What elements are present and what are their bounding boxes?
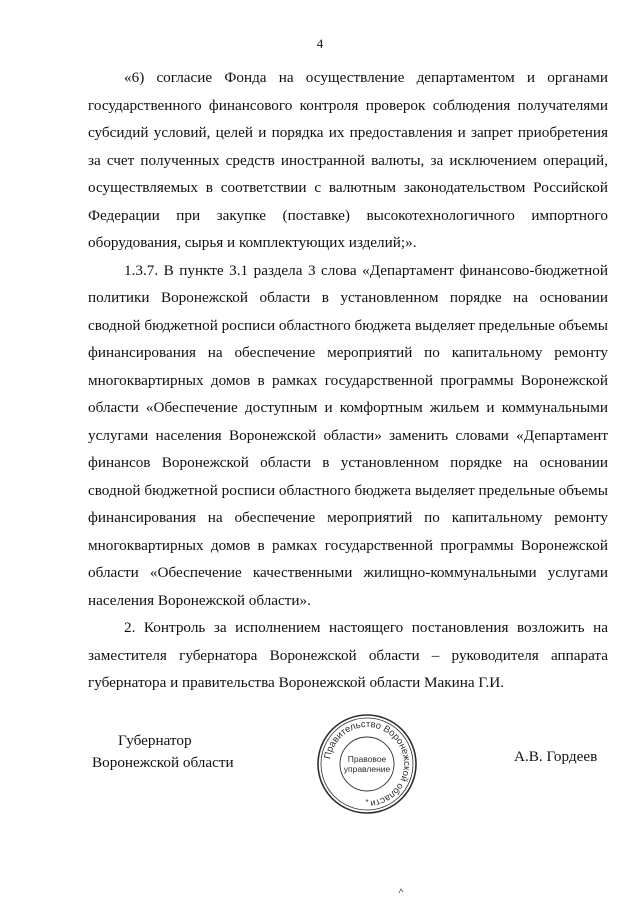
official-seal-stamp	[315, 712, 419, 816]
paragraph-item-6: «6) согласие Фонда на осуществление департаментом и органами государственного финансового контроля проверок соблюдения получателями субсидий условий, целей и порядка их предоставления и запрет приобретения за счет полученных средств иностранной валюты, за исключением операций, осуществляемых в соответствии с валютным законодательством Российской Федерации при закупке (поставке) высокотехнологичного импортного оборудования, сырья и комплектующих изделий;».	[88, 69, 608, 251]
signatory-title: Губернатор	[118, 732, 192, 749]
paragraph-2-control: 2. Контроль за исполнением настоящего постановления возложить на заместителя губернатора Воронежской области – руководителя аппарата губернатора и правительства Воронежской области Макина Г.И.	[88, 619, 608, 691]
seal-ring-text: Правительство Воронежской области	[322, 718, 413, 809]
seal-center-line2: управление	[343, 764, 391, 774]
signatory-position	[92, 730, 234, 774]
seal-center-line1: Правовое	[347, 754, 387, 764]
document-body	[88, 64, 608, 697]
stray-mark	[398, 888, 404, 894]
page-number: 4	[316, 36, 324, 51]
signatory-region: Воронежской области	[92, 754, 234, 771]
signatory-name: А.В. Гордеев	[514, 748, 598, 765]
paragraph-1-3-7: 1.3.7. В пункте 3.1 раздела 3 слова «Департамент финансово-бюджетной политики Воронежской области в установленном порядке на основании сводной бюджетной росписи областного бюджета выделяет предельные объемы финансирования на обеспечение мероприятий по капитальному ремонту многоквартирных домов в рамках государственной программы Воронежской области «Обеспечение доступным и комфортным жильем и коммунальными услугами населения Воронежской области» заменить словами «Департамент финансов Воронежской области в установленном порядке на основании сводной бюджетной росписи областного бюджета выделяет предельные объемы финансирования на обеспечение мероприятий по капитальному ремонту многоквартирных домов в рамках государственной программы Воронежской области «Обеспечение качественными жилищно-коммунальными услугами населения Воронежской области».	[88, 261, 608, 609]
seal-star-mark: *	[365, 798, 369, 807]
